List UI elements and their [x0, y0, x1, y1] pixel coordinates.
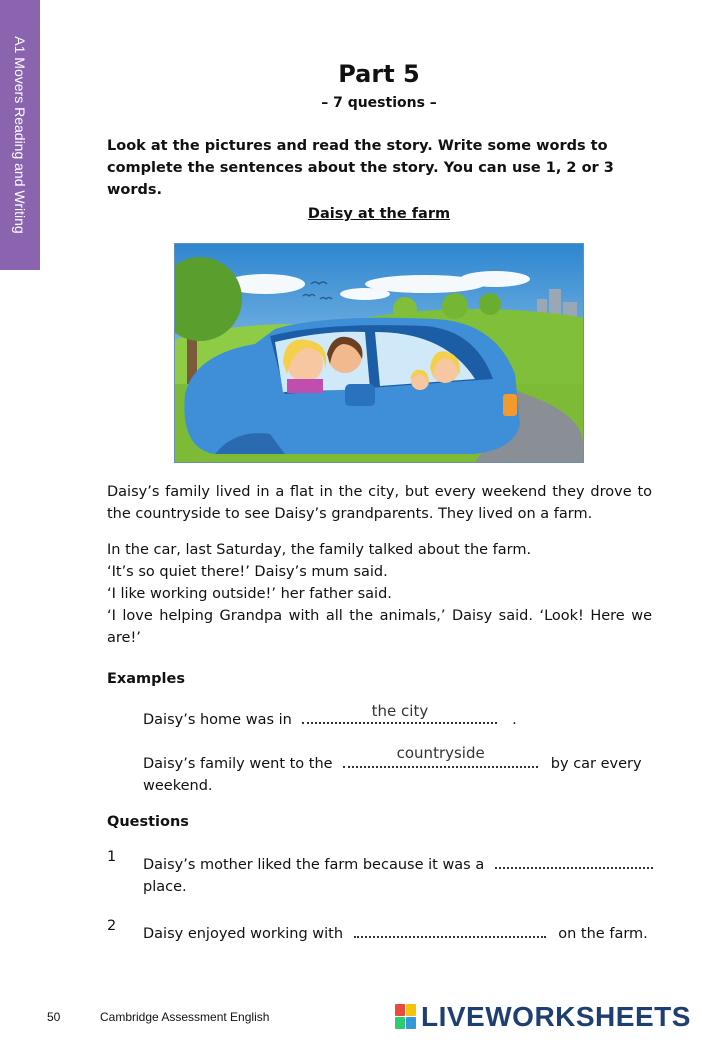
story-line: ‘It’s so quiet there!’ Daisy’s mum said. [107, 564, 388, 580]
story-title: Daisy at the farm [307, 206, 451, 222]
story-line: ‘I like working outside!’ her father said. [107, 586, 392, 602]
example-2 [143, 744, 643, 797]
question-2-after: on the farm. [558, 926, 648, 942]
sidebar-tab [0, 0, 40, 270]
story-paragraph-1: Daisy’s family lived in a flat in the city, but every weekend they drove to the countryside to see Daisy’s grandparents. They lived on a farm. [107, 484, 652, 522]
example-2-text: Daisy’s family went to the [143, 756, 333, 772]
question-2 [143, 918, 653, 945]
question-2-text: Daisy enjoyed working with [143, 926, 344, 942]
page-number: 50 [47, 1010, 61, 1024]
question-1-answer-field[interactable] [495, 849, 653, 869]
liveworksheets-logo-icon [395, 1004, 417, 1030]
page-subtitle: – 7 questions – [321, 95, 437, 111]
page-title: Part 5 [338, 60, 420, 88]
instructions: Look at the pictures and read the story. Write some words to complete the sentences about the story. You can use 1, 2 or 3 words. [107, 138, 614, 198]
example-1-text: Daisy’s home was in [143, 712, 292, 728]
family-in-car-illustration [174, 243, 584, 463]
questions-heading: Questions [107, 814, 189, 830]
question-1-after: place. [143, 879, 187, 895]
example-1-after: . [512, 712, 517, 728]
liveworksheets-wordmark: LIVEWORKSHEETS [421, 1001, 691, 1032]
question-2-number: 2 [107, 918, 117, 934]
question-2-answer-field[interactable] [354, 918, 546, 938]
question-1-text: Daisy’s mother liked the farm because it was a [143, 857, 485, 873]
question-1 [143, 849, 653, 898]
example-1-blank [302, 704, 497, 724]
story-line: ‘I love helping Grandpa with all the animals,’ Daisy said. ‘Look! Here we are!’ [107, 608, 652, 646]
liveworksheets-logo [395, 1001, 691, 1033]
example-2-after: by car every weekend. [143, 756, 642, 794]
example-2-answer: countryside [396, 744, 485, 762]
sidebar-label: A1 Movers Reading and Writing [12, 36, 28, 234]
question-1-number: 1 [107, 849, 117, 865]
example-1-answer: the city [371, 702, 429, 720]
example-2-blank [343, 744, 538, 768]
story-line: In the car, last Saturday, the family talked about the farm. [107, 542, 532, 558]
example-1 [143, 704, 663, 728]
examples-heading: Examples [107, 671, 185, 687]
story-paragraph-2 [107, 539, 652, 649]
publisher-name: Cambridge Assessment English [100, 1010, 270, 1024]
